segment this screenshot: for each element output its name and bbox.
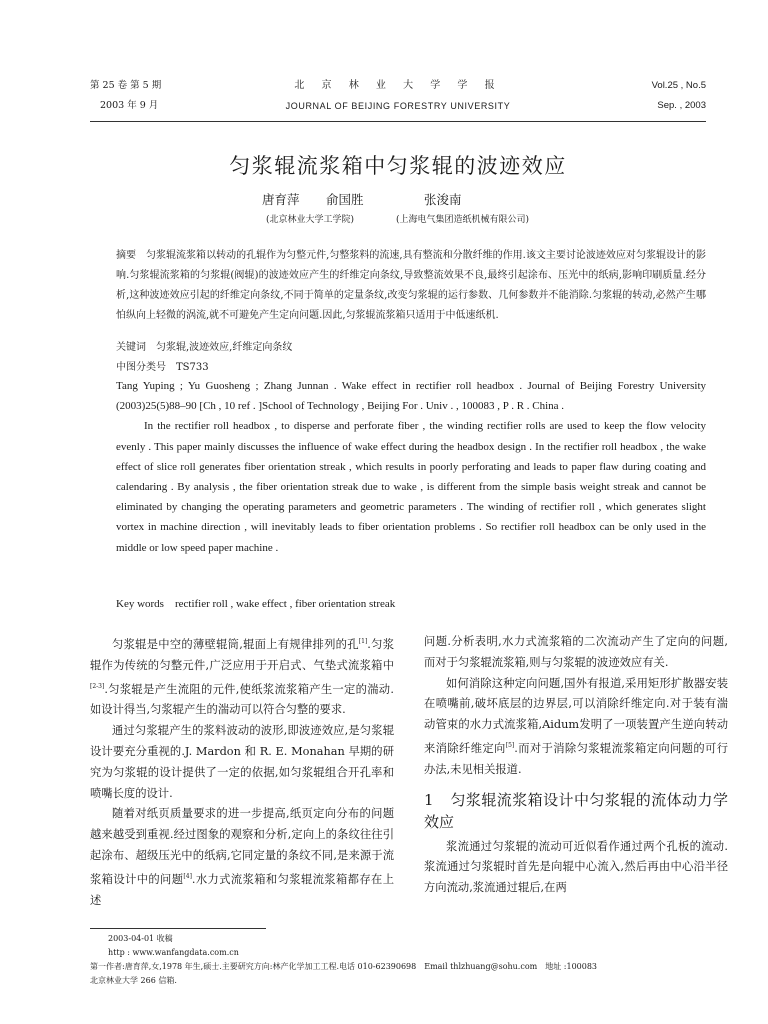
text-run: .匀浆辊是产生流阻的元件,使纸浆流浆箱产生一定的湍动.如设计得当,匀浆辊产生的湍动可以符合匀整的要求. [90,682,394,717]
citation-ref: [4] [183,872,192,880]
article-title: 匀浆辊流浆箱中匀浆辊的波迹效应 [229,154,567,178]
body-column-left [90,632,394,911]
received-date: 2003-04-01 收稿 [108,934,173,943]
author-1: 唐育萍 [262,192,300,207]
text-run: .水力式流浆箱和匀浆辊流浆箱都存在上述 [90,872,394,907]
footnote-divider [90,928,266,929]
text-run: 匀浆辊是中空的薄壁辊筒,辊面上有规律排列的孔 [112,638,359,651]
citation-ref: [1] [358,638,368,645]
abstract-cn: 摘要 匀浆辊流浆箱以转动的孔辊作为匀整元件,匀整浆料的流速,具有整流和分散纤维的作用.该文主要讨论波迹效应对匀浆辊设计的影响.匀浆辊流浆箱的匀浆辊(阀辊)的波迹效应产生的纤维定向条纹,导致整流效果不良,最终引起涂布、压光中的纸病,影响印刷质量.经分析,这种波迹效应引起的纤维定向条纹,不同于简单的定量条纹,改变匀浆辊的运行参数、几何参数并不能消除.匀浆辊的转动,必然产生哪怕纵向上轻微的涡流,就不可避免产生定向问题.因此,匀浆辊流浆箱只适用于中低速纸机. [116,250,706,321]
citation-ref: [5] [505,741,515,749]
author-2: 俞国胜 [326,192,364,207]
issue-date: 2003 年 9 月 [100,100,159,111]
classification-code: 中图分类号 TS733 [116,362,209,373]
text-run: 如何消除这种定向问题,国外有报道,采用矩形扩散器安装在喷嘴前,破坏底层的边界层,可以消除纤维定向.对于装有湍动管束的水力式流浆箱,Aidum发明了一项装置产生逆向转动来消除纤维定向 [424,676,728,755]
section-title: 匀浆辊流浆箱设计中匀浆辊的流体动力学效应 [424,790,728,831]
date-en: Sep. , 2003 [657,100,706,111]
volume-en: Vol.25 , No.5 [651,80,706,91]
author-address: 北京林业大学 266 信箱. [90,976,177,985]
body-paragraph [424,674,728,781]
section-heading [424,789,728,833]
running-header [90,76,706,120]
citation-en: Tang Yuping ; Yu Guosheng ; Zhang Junnan . Wake effect in rectifier roll headbox . Journal of Beijing Forestry University (2003)25(5)88–90 [Ch , 10 ref . ]School of Technology , Beijing For . Univ . , 100083 , P . R . China . [116,380,706,413]
header-right [652,76,706,116]
body-paragraph [90,804,394,911]
affiliation-1: (北京林业大学工学院) [266,215,355,225]
body-column-right [424,632,728,899]
text-run: .而对于消除匀浆辊流浆箱定向问题的可行办法,未见相关报道. [424,741,728,776]
body-paragraph: 通过匀浆辊产生的浆料波动的波形,即波迹效应,是匀浆辊设计要充分重视的.J. Mardon 和 R. E. Monahan 早期的研究为匀浆辊的设计提供了一定的依据,如匀浆辊组合开孔率和喷嘴长度的设计. [90,724,394,800]
body-paragraph [90,632,394,721]
keywords-en: Key words rectifier roll , wake effect , fiber orientation streak [116,598,396,610]
keywords-cn: 关键词 匀浆辊,波迹效应,纤维定向条纹 [116,342,293,353]
abstract-en-body: In the rectifier roll headbox , to disperse and perforate fiber , the winding rectifier rolls are used to keep the flow velocity evenly . This paper mainly discusses the influence of wake effect during the headbox design . In the rectifier roll headbox , the wake effect of slice roll generates fiber orientation streak , which results in poorly perforating and leads to paper flaw during coating and calendaring . By analysis , the fiber orientation streak due to wake , is different from the simple basis weight streak and cannot be eliminated by changing the operating parameters and geometric parameters . The winding of rectifier roll , which generates slight vortex in machine direction , will inevitably leads to fiber orientation problems . So rectifier roll headbox can be only used in the middle or low speed paper machine . [116,420,706,554]
text-run: .匀浆辊作为传统的匀整元件,广泛应用于开启式、气垫式流浆箱中 [90,638,395,672]
affiliation-list [90,212,706,226]
journal-name-en: JOURNAL OF BEIJING FORESTRY UNIVERSITY [285,101,511,111]
citation-ref: [2-3] [90,682,105,690]
affiliation-2: (上海电气集团造纸机械有限公司) [396,215,530,225]
body-paragraph: 问题.分析表明,水力式流浆箱的二次流动产生了定向的问题,而对于匀浆辊流浆箱,则与匀浆辊的波迹效应有关. [424,635,728,669]
author-note: 第一作者:唐育萍,女,1978 年生,硕士.主要研究方向:林产化学加工工程.电话 010-62390698 Email thlzhuang@sohu.com 地址 :100083 [90,962,598,971]
section-number: 1 [424,790,434,809]
header-divider [90,121,706,122]
header-center [90,76,706,116]
text-run: 随着对纸页质量要求的进一步提高,纸页定向分布的问题越来越受到重视.经过图象的观察和分析,定向上的条纹往往引起涂布、超级压光中的纸病,它同定量的条纹不同,是来源于流浆箱设计中的问题 [90,807,394,886]
journal-name-cn: 北 京 林 业 大 学 学 报 [294,80,502,91]
issue-volume: 第 25 卷 第 5 期 [90,80,162,91]
footnote-url: http : www.wanfangdata.com.cn [108,948,239,957]
author-list [90,190,706,208]
body-paragraph: 浆流通过匀浆辊的流动可近似看作通过两个孔板的流动.浆流通过匀浆辊时首先是向辊中心流入,然后再由中心沿半径方向流动,浆流通过辊后,在两 [424,839,728,895]
abstract-en [116,376,706,558]
author-3: 张浚南 [424,192,462,207]
